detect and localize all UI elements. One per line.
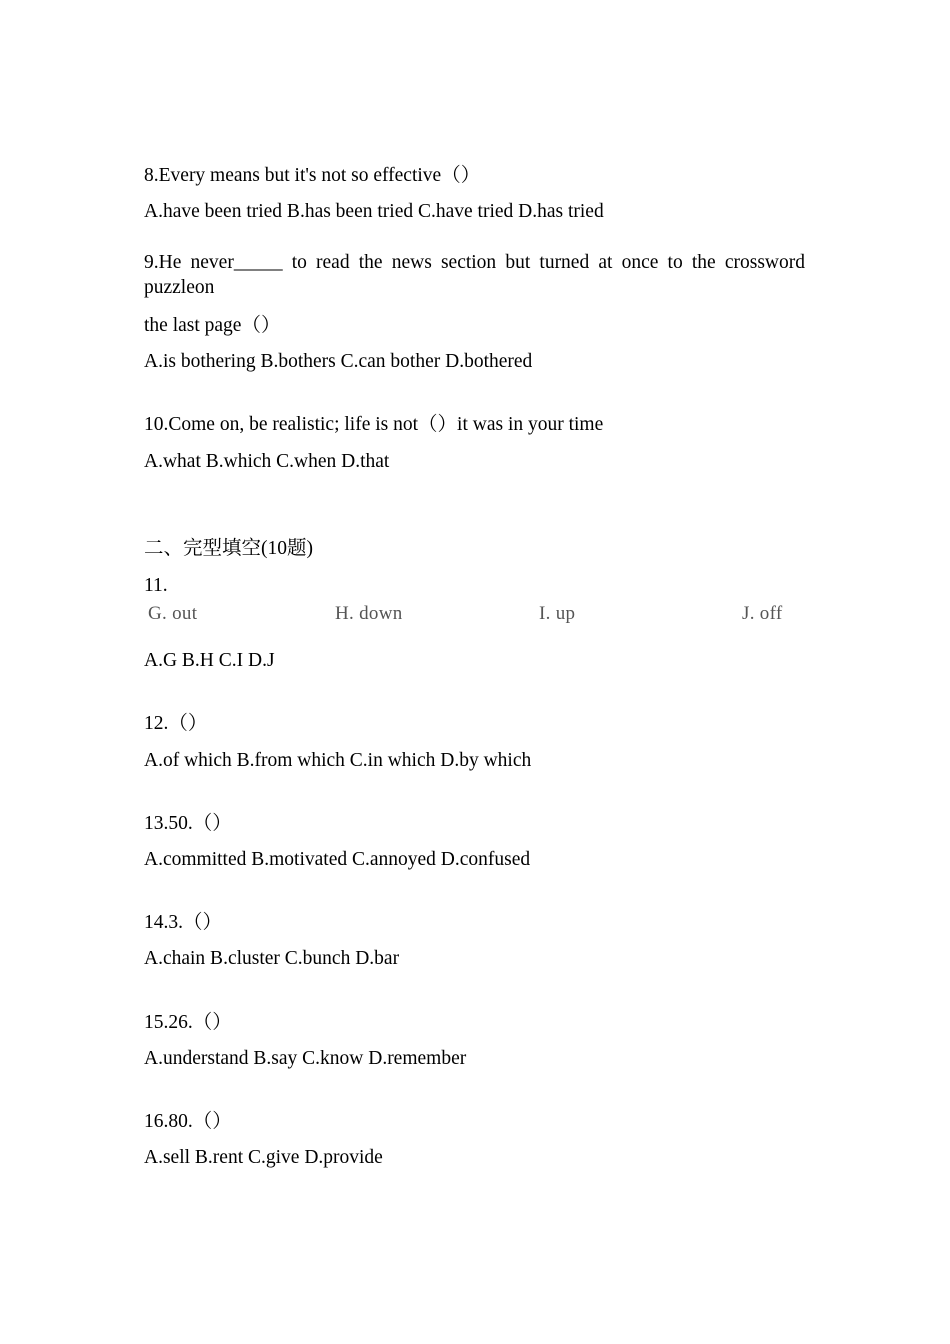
image-option-j: J. off bbox=[742, 603, 783, 624]
question-16-options: A.sell B.rent C.give D.provide bbox=[144, 1147, 383, 1168]
question-8-options: A.have been tried B.has been tried C.have tried D.has tried bbox=[144, 201, 604, 222]
question-14-options: A.chain B.cluster C.bunch D.bar bbox=[144, 948, 400, 969]
question-10-options: A.what B.which C.when D.that bbox=[144, 451, 390, 472]
question-14-stem: 14.3.（） bbox=[144, 912, 223, 933]
question-11-options: A.G B.H C.I D.J bbox=[144, 650, 275, 671]
question-16-stem: 16.80.（） bbox=[144, 1111, 232, 1132]
image-option-g: G. out bbox=[148, 603, 198, 624]
image-option-i: I. up bbox=[539, 603, 576, 624]
question-9-options: A.is bothering B.bothers C.can bother D.bothered bbox=[144, 351, 533, 372]
question-9-stem-continued: the last page（） bbox=[144, 315, 281, 336]
question-13-stem: 13.50.（） bbox=[144, 813, 232, 834]
question-11-image-options bbox=[144, 601, 804, 631]
question-11-stem: 11. bbox=[144, 575, 168, 596]
image-option-h: H. down bbox=[335, 603, 403, 624]
section-heading: 二、完型填空(10题) bbox=[144, 538, 313, 559]
question-15-options: A.understand B.say C.know D.remember bbox=[144, 1048, 467, 1069]
question-9-stem: 9.He never_____ to read the news section but turned at once to the crossword puzzleon bbox=[144, 252, 805, 298]
question-8-stem: 8.Every means but it's not so effective（） bbox=[144, 165, 481, 186]
question-15-stem: 15.26.（） bbox=[144, 1012, 232, 1033]
question-12-options: A.of which B.from which C.in which D.by which bbox=[144, 750, 532, 771]
question-12-stem: 12.（） bbox=[144, 713, 208, 734]
question-10-stem: 10.Come on, be realistic; life is not（）it was in your time bbox=[144, 414, 604, 435]
question-13-options: A.committed B.motivated C.annoyed D.confused bbox=[144, 849, 531, 870]
